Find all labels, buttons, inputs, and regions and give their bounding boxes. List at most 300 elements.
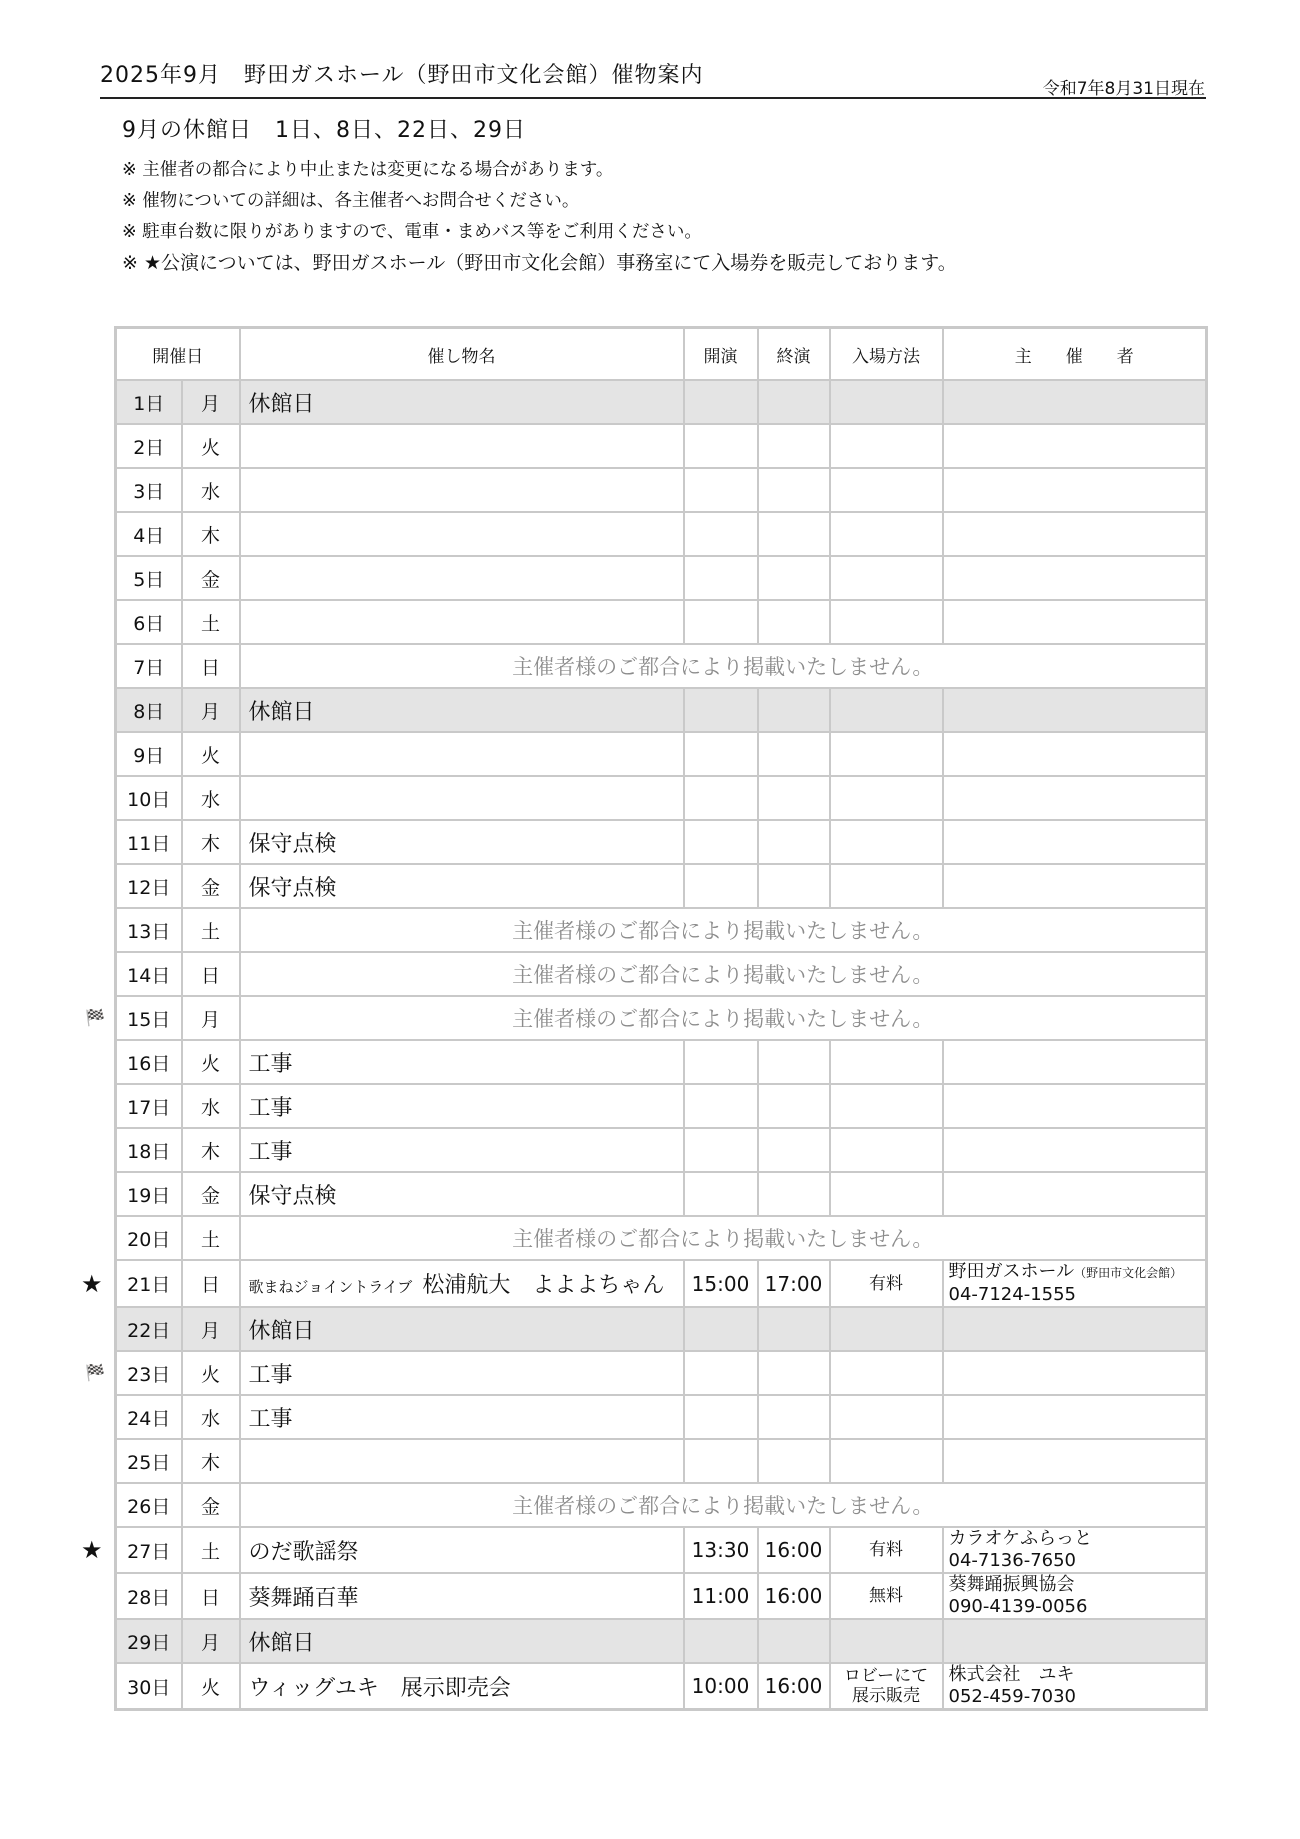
cell-admission xyxy=(830,1439,943,1483)
notes xyxy=(122,160,957,284)
day-label: 27日 xyxy=(127,1540,171,1563)
cell-day xyxy=(116,1307,182,1351)
cell-end xyxy=(758,556,830,600)
table-row xyxy=(116,1307,1207,1351)
cell-organizer xyxy=(943,1351,1207,1395)
cell-weekday: 月 xyxy=(182,996,240,1040)
cell-day xyxy=(116,600,182,644)
cell-event xyxy=(240,1395,684,1439)
table-row xyxy=(116,1040,1207,1084)
cell-organizer xyxy=(943,424,1207,468)
cell-admission xyxy=(830,1527,943,1573)
cell-admission xyxy=(830,1172,943,1216)
event-name: 葵舞踊百華 xyxy=(248,1585,359,1611)
cell-admission xyxy=(830,424,943,468)
cell-weekday: 月 xyxy=(182,1307,240,1351)
cell-organizer xyxy=(943,1527,1207,1573)
table-row xyxy=(116,1172,1207,1216)
day-label: 18日 xyxy=(127,1140,171,1163)
cell-organizer xyxy=(943,864,1207,908)
cell-organizer xyxy=(943,1040,1207,1084)
table-row xyxy=(116,732,1207,776)
admission-text: 展示販売 xyxy=(852,1686,920,1706)
table-row xyxy=(116,1619,1207,1663)
cell-organizer xyxy=(943,1619,1207,1663)
cell-admission xyxy=(830,1663,943,1710)
organizer-name xyxy=(949,1261,1206,1284)
cell-organizer xyxy=(943,468,1207,512)
day-label: 12日 xyxy=(127,876,171,899)
note: ※ 駐車台数に限りがありますので、電車・まめバス等をご利用ください。 xyxy=(122,222,702,242)
cell-weekday: 木 xyxy=(182,820,240,864)
cell-admission xyxy=(830,776,943,820)
closed-days: 9月の休館日 1日、8日、22日、29日 xyxy=(122,118,526,143)
day-label: 24日 xyxy=(127,1407,171,1430)
event-name: 松浦航大 よよよちゃん xyxy=(422,1273,665,1298)
organizer-phone: 090-4139-0056 xyxy=(948,1596,1088,1617)
cell-admission xyxy=(830,1260,943,1307)
cell-day xyxy=(116,820,182,864)
cell-weekday: 木 xyxy=(182,1439,240,1483)
day-label: 7日 xyxy=(133,656,165,679)
cell-start xyxy=(684,732,758,776)
cell-end xyxy=(758,1172,830,1216)
cell-admission xyxy=(830,556,943,600)
cell-admission xyxy=(830,1619,943,1663)
cell-event xyxy=(240,1351,684,1395)
cell-event xyxy=(240,688,684,732)
day-label: 4日 xyxy=(133,524,165,547)
day-label: 25日 xyxy=(127,1451,171,1474)
event-name: 工事 xyxy=(248,1362,293,1388)
cell-end xyxy=(758,732,830,776)
cell-weekday: 木 xyxy=(182,1128,240,1172)
cell-end xyxy=(758,1084,830,1128)
cell-organizer xyxy=(943,1395,1207,1439)
cell-organizer xyxy=(943,1128,1207,1172)
table-row xyxy=(116,1439,1207,1483)
cell-organizer xyxy=(943,1260,1207,1307)
cell-admission xyxy=(830,820,943,864)
cell-day xyxy=(116,1084,182,1128)
cell-weekday: 水 xyxy=(182,1395,240,1439)
table-row xyxy=(116,1128,1207,1172)
cell-weekday: 金 xyxy=(182,864,240,908)
cell-organizer xyxy=(943,1573,1207,1619)
cell-day xyxy=(116,468,182,512)
event-name: 工事 xyxy=(248,1051,293,1077)
cell-weekday: 土 xyxy=(182,1527,240,1573)
cell-start xyxy=(684,1395,758,1439)
page-title: 2025年9月 野田ガスホール（野田市文化会館）催物案内 xyxy=(100,63,704,88)
cell-event xyxy=(240,1084,684,1128)
table-row xyxy=(116,556,1207,600)
cell-start: 11:00 xyxy=(684,1573,758,1619)
table-row xyxy=(116,1260,1207,1307)
cell-end xyxy=(758,1128,830,1172)
cell-weekday: 月 xyxy=(182,380,240,424)
day-label: 1日 xyxy=(133,392,165,415)
cell-weekday: 日 xyxy=(182,1260,240,1307)
cell-start xyxy=(684,1040,758,1084)
cell-day xyxy=(116,1395,182,1439)
cell-admission xyxy=(830,1351,943,1395)
note: ※ 主催者の都合により中止または変更になる場合があります。 xyxy=(122,160,614,180)
checkered-flag-icon: 🏁 xyxy=(85,1363,105,1382)
cell-weekday: 月 xyxy=(182,688,240,732)
cell-organizer xyxy=(943,380,1207,424)
cell-weekday: 火 xyxy=(182,1040,240,1084)
cell-notice: 主催者様のご都合により掲載いたしません。 xyxy=(240,952,1207,996)
cell-event xyxy=(240,1527,684,1573)
cell-event xyxy=(240,1439,684,1483)
cell-end xyxy=(758,1395,830,1439)
day-label: 13日 xyxy=(127,920,171,943)
column-header-date: 開催日 xyxy=(116,328,240,381)
cell-admission xyxy=(830,864,943,908)
cell-notice: 主催者様のご都合により掲載いたしません。 xyxy=(240,644,1207,688)
cell-organizer xyxy=(943,732,1207,776)
cell-end xyxy=(758,1307,830,1351)
cell-weekday: 土 xyxy=(182,600,240,644)
cell-end xyxy=(758,1040,830,1084)
table-row xyxy=(116,1483,1207,1527)
cell-weekday: 水 xyxy=(182,468,240,512)
cell-end xyxy=(758,864,830,908)
cell-start xyxy=(684,424,758,468)
day-label: 14日 xyxy=(127,964,171,987)
admission-text: 有料 xyxy=(869,1540,903,1560)
day-label: 16日 xyxy=(127,1052,171,1075)
cell-organizer xyxy=(943,820,1207,864)
cell-end: 16:00 xyxy=(758,1663,830,1710)
cell-start xyxy=(684,556,758,600)
cell-organizer xyxy=(943,556,1207,600)
cell-weekday: 金 xyxy=(182,556,240,600)
organizer-name xyxy=(949,1664,1206,1686)
cell-event xyxy=(240,732,684,776)
event-name: 休館日 xyxy=(248,1630,315,1656)
cell-event xyxy=(240,1040,684,1084)
cell-admission xyxy=(830,732,943,776)
checkered-flag-icon: 🏁 xyxy=(85,1008,105,1027)
cell-day xyxy=(116,1483,182,1527)
column-header-organizer: 主 催 者 xyxy=(943,328,1207,381)
cell-event xyxy=(240,1260,684,1307)
organizer-text: 野田ガスホール xyxy=(948,1261,1075,1282)
cell-notice: 主催者様のご都合により掲載いたしません。 xyxy=(240,996,1207,1040)
cell-end: 17:00 xyxy=(758,1260,830,1307)
table-header-row xyxy=(116,328,1207,381)
cell-weekday: 金 xyxy=(182,1172,240,1216)
event-subtitle: 歌まねジョイントライブ xyxy=(248,1278,413,1296)
cell-weekday: 土 xyxy=(182,1216,240,1260)
cell-start xyxy=(684,1172,758,1216)
organizer-phone: 04-7124-1555 xyxy=(948,1284,1077,1305)
day-label: 5日 xyxy=(133,568,165,591)
cell-day xyxy=(116,732,182,776)
cell-event xyxy=(240,1663,684,1710)
cell-day xyxy=(116,1439,182,1483)
event-name: 保守点検 xyxy=(248,1183,337,1209)
star-icon: ★ xyxy=(81,1269,103,1298)
cell-admission xyxy=(830,1040,943,1084)
cell-start xyxy=(684,468,758,512)
as-of-date: 令和7年8月31日現在 xyxy=(1042,79,1205,99)
cell-event xyxy=(240,512,684,556)
star-icon: ★ xyxy=(81,1536,103,1564)
event-name: 休館日 xyxy=(248,1318,315,1344)
cell-end xyxy=(758,468,830,512)
organizer-phone: 04-7136-7650 xyxy=(948,1550,1077,1571)
day-label: 8日 xyxy=(133,700,165,723)
cell-organizer xyxy=(943,1439,1207,1483)
table-row xyxy=(116,996,1207,1040)
day-label: 3日 xyxy=(133,480,165,503)
note: ※ ★公演については、野田ガスホール（野田市文化会館）事務室にて入場券を販売しております。 xyxy=(122,252,957,274)
table-row xyxy=(116,1663,1207,1710)
cell-admission xyxy=(830,468,943,512)
table-row xyxy=(116,1216,1207,1260)
cell-end xyxy=(758,776,830,820)
table-row xyxy=(116,908,1207,952)
cell-day xyxy=(116,776,182,820)
cell-event xyxy=(240,468,684,512)
cell-event xyxy=(240,600,684,644)
cell-start xyxy=(684,1439,758,1483)
event-name: 工事 xyxy=(248,1406,293,1432)
cell-weekday: 日 xyxy=(182,644,240,688)
cell-start xyxy=(684,864,758,908)
event-name: 休館日 xyxy=(248,391,315,417)
admission-text: 無料 xyxy=(869,1586,903,1606)
cell-weekday: 火 xyxy=(182,1663,240,1710)
cell-weekday: 土 xyxy=(182,908,240,952)
cell-end xyxy=(758,380,830,424)
cell-day xyxy=(116,908,182,952)
cell-weekday: 火 xyxy=(182,1351,240,1395)
table-row xyxy=(116,1395,1207,1439)
cell-day xyxy=(116,1040,182,1084)
cell-organizer xyxy=(943,1663,1207,1710)
organizer-name xyxy=(949,1528,1206,1550)
cell-admission xyxy=(830,1307,943,1351)
cell-end xyxy=(758,512,830,556)
cell-end: 16:00 xyxy=(758,1527,830,1573)
cell-start: 15:00 xyxy=(684,1260,758,1307)
day-label: 19日 xyxy=(127,1184,171,1207)
cell-end xyxy=(758,600,830,644)
cell-weekday: 日 xyxy=(182,1573,240,1619)
day-label: 28日 xyxy=(127,1586,171,1609)
event-name: 休館日 xyxy=(248,699,315,725)
note: ※ 催物についての詳細は、各主催者へお問合せください。 xyxy=(122,191,580,211)
day-label: 10日 xyxy=(127,788,171,811)
event-name: 保守点検 xyxy=(248,875,337,901)
cell-day xyxy=(116,424,182,468)
cell-start xyxy=(684,1307,758,1351)
cell-organizer xyxy=(943,1084,1207,1128)
table-row xyxy=(116,644,1207,688)
cell-end xyxy=(758,1619,830,1663)
cell-admission xyxy=(830,1128,943,1172)
day-label: 22日 xyxy=(127,1319,171,1342)
cell-weekday: 火 xyxy=(182,424,240,468)
organizer-text: カラオケふらっと xyxy=(948,1528,1093,1549)
cell-day xyxy=(116,556,182,600)
cell-weekday: 水 xyxy=(182,776,240,820)
cell-event xyxy=(240,1573,684,1619)
cell-event xyxy=(240,1307,684,1351)
cell-event xyxy=(240,864,684,908)
day-label: 11日 xyxy=(127,832,171,855)
day-label: 17日 xyxy=(127,1096,171,1119)
cell-admission xyxy=(830,688,943,732)
cell-organizer xyxy=(943,600,1207,644)
cell-organizer xyxy=(943,776,1207,820)
cell-weekday: 火 xyxy=(182,732,240,776)
cell-day xyxy=(85,1351,182,1395)
table-row xyxy=(116,864,1207,908)
day-label: 26日 xyxy=(127,1495,171,1518)
cell-start xyxy=(684,688,758,732)
event-schedule-table xyxy=(81,326,1208,1711)
event-name: のだ歌謡祭 xyxy=(248,1539,359,1565)
day-label: 15日 xyxy=(127,1008,171,1031)
table-row xyxy=(116,776,1207,820)
cell-start: 13:30 xyxy=(684,1527,758,1573)
cell-weekday: 日 xyxy=(182,952,240,996)
cell-end xyxy=(758,820,830,864)
table-row xyxy=(116,1573,1207,1619)
cell-admission xyxy=(830,1573,943,1619)
day-label: 6日 xyxy=(133,612,165,635)
cell-day xyxy=(81,1260,182,1307)
day-label: 30日 xyxy=(127,1676,171,1699)
organizer-phone: 052-459-7030 xyxy=(948,1686,1077,1707)
cell-start xyxy=(684,1351,758,1395)
cell-day xyxy=(116,864,182,908)
cell-end: 16:00 xyxy=(758,1573,830,1619)
cell-weekday: 木 xyxy=(182,512,240,556)
cell-admission xyxy=(830,380,943,424)
cell-event xyxy=(240,1172,684,1216)
table-row xyxy=(116,600,1207,644)
cell-weekday: 月 xyxy=(182,1619,240,1663)
organizer-note: （野田市文化会館） xyxy=(1074,1266,1183,1280)
table-row xyxy=(116,1527,1207,1573)
column-header-event: 催し物名 xyxy=(240,328,684,381)
event-name: 保守点検 xyxy=(248,831,337,857)
admission-text: 有料 xyxy=(869,1273,903,1294)
table-row xyxy=(116,468,1207,512)
cell-day xyxy=(116,1573,182,1619)
cell-day xyxy=(116,688,182,732)
header-rule xyxy=(100,97,1206,99)
cell-start xyxy=(684,380,758,424)
day-label: 21日 xyxy=(127,1274,171,1296)
day-label: 2日 xyxy=(133,436,165,459)
cell-start: 10:00 xyxy=(684,1663,758,1710)
cell-day xyxy=(81,1527,182,1573)
cell-event xyxy=(240,556,684,600)
cell-day xyxy=(116,1663,182,1710)
cell-day xyxy=(116,1128,182,1172)
cell-start xyxy=(684,1619,758,1663)
table-row xyxy=(116,952,1207,996)
cell-event xyxy=(240,1128,684,1172)
table-row xyxy=(116,424,1207,468)
cell-admission xyxy=(830,512,943,556)
day-label: 23日 xyxy=(127,1363,171,1386)
table-row xyxy=(116,380,1207,424)
column-header-admission: 入場方法 xyxy=(830,328,943,381)
cell-admission xyxy=(830,1395,943,1439)
cell-event xyxy=(240,776,684,820)
cell-day xyxy=(116,952,182,996)
cell-start xyxy=(684,512,758,556)
cell-weekday: 金 xyxy=(182,1483,240,1527)
cell-day xyxy=(116,1619,182,1663)
cell-end xyxy=(758,424,830,468)
day-label: 20日 xyxy=(127,1228,171,1251)
organizer-text: 株式会社 ユキ xyxy=(948,1664,1075,1685)
organizer-text: 葵舞踊振興協会 xyxy=(948,1574,1075,1595)
cell-weekday: 水 xyxy=(182,1084,240,1128)
cell-start xyxy=(684,1084,758,1128)
cell-end xyxy=(758,1439,830,1483)
table-row xyxy=(116,1351,1207,1395)
cell-day xyxy=(116,644,182,688)
cell-day xyxy=(116,1216,182,1260)
organizer-name xyxy=(949,1574,1206,1596)
cell-day xyxy=(116,512,182,556)
cell-end xyxy=(758,688,830,732)
cell-organizer xyxy=(943,688,1207,732)
cell-notice: 主催者様のご都合により掲載いたしません。 xyxy=(240,908,1207,952)
event-name: ウィッグユキ 展示即売会 xyxy=(248,1675,511,1701)
cell-organizer xyxy=(943,512,1207,556)
cell-notice: 主催者様のご都合により掲載いたしません。 xyxy=(240,1483,1207,1527)
column-header-start: 開演 xyxy=(684,328,758,381)
cell-event xyxy=(240,1619,684,1663)
day-label: 29日 xyxy=(127,1631,171,1654)
admission-text: ロビーにて xyxy=(843,1666,929,1686)
cell-organizer xyxy=(943,1172,1207,1216)
cell-notice: 主催者様のご都合により掲載いたしません。 xyxy=(240,1216,1207,1260)
cell-day xyxy=(116,1172,182,1216)
cell-start xyxy=(684,600,758,644)
cell-organizer xyxy=(943,1307,1207,1351)
cell-day xyxy=(116,380,182,424)
cell-start xyxy=(684,776,758,820)
cell-admission xyxy=(830,1084,943,1128)
cell-start xyxy=(684,1128,758,1172)
table-row xyxy=(116,820,1207,864)
cell-start xyxy=(684,820,758,864)
cell-event xyxy=(240,820,684,864)
table-row xyxy=(116,688,1207,732)
day-label: 9日 xyxy=(133,744,165,767)
table-row xyxy=(116,1084,1207,1128)
event-name: 工事 xyxy=(248,1095,293,1121)
event-name: 工事 xyxy=(248,1139,293,1165)
cell-event xyxy=(240,380,684,424)
cell-admission xyxy=(830,600,943,644)
cell-day xyxy=(85,996,182,1040)
column-header-end: 終演 xyxy=(758,328,830,381)
table-row xyxy=(116,512,1207,556)
